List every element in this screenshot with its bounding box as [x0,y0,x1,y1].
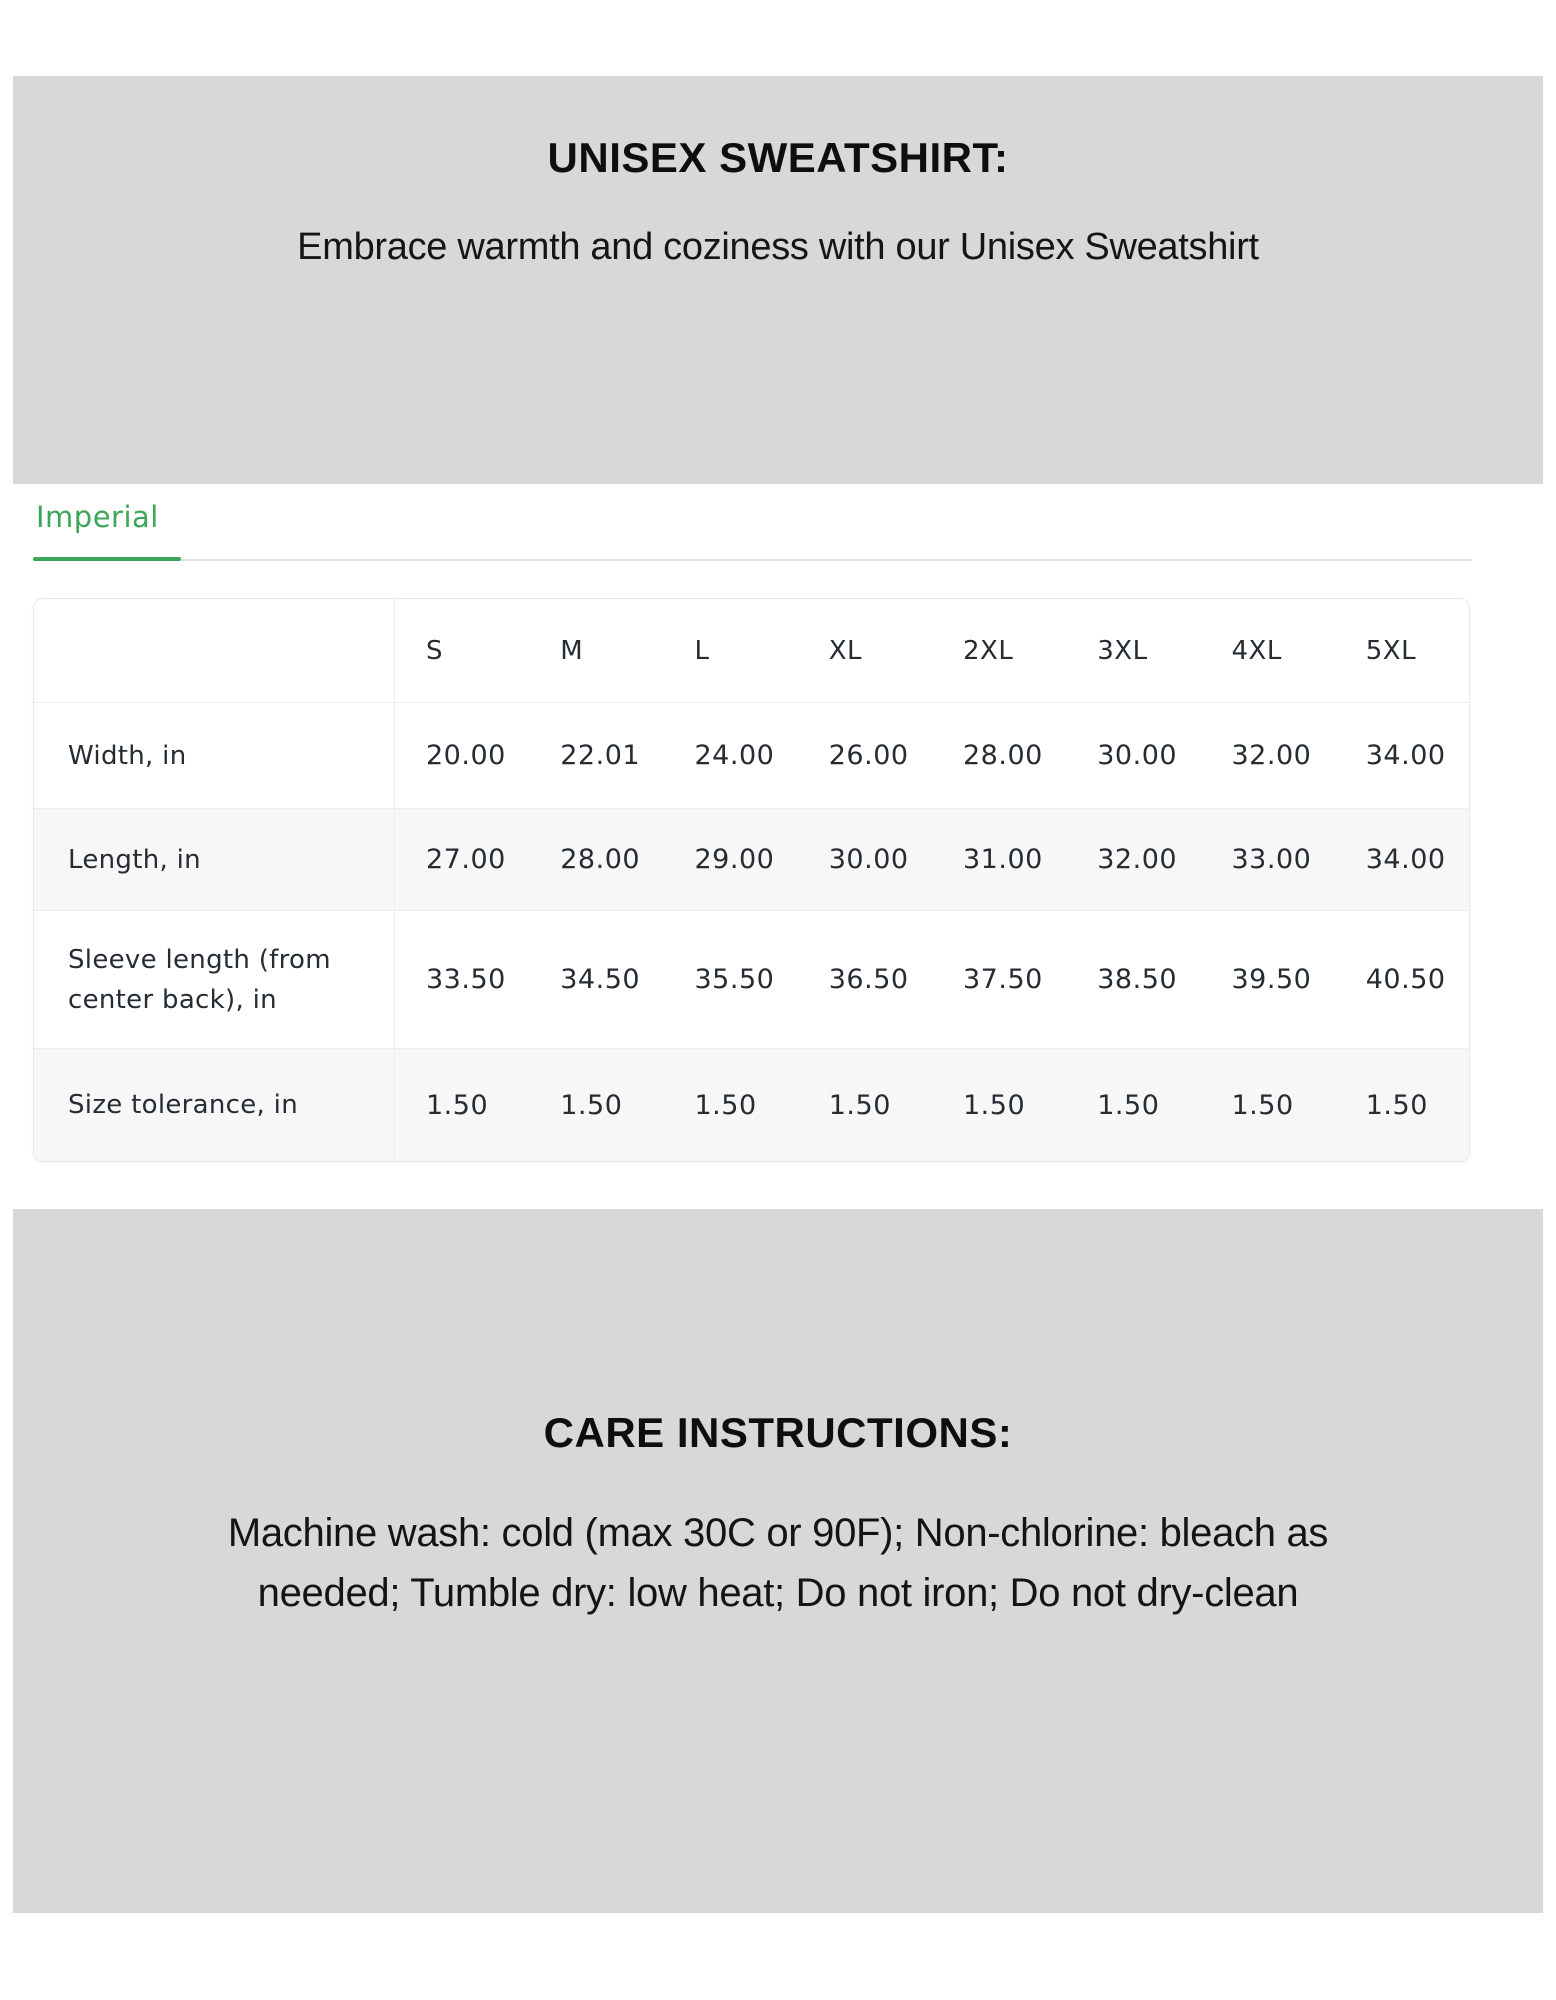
cell-value: 1.50 [1231,1089,1294,1121]
care-title: CARE INSTRUCTIONS: [543,1409,1013,1456]
cell-value: 33.50 [426,964,506,995]
row-label: Size tolerance, in [34,1049,395,1161]
table-row [34,702,1469,808]
cell-value: 30.00 [1097,740,1178,771]
cell-value: 32.00 [1231,740,1312,771]
corner-cell [34,599,395,702]
table-row [34,808,1469,910]
tab-imperial-active-underline [33,557,181,561]
tab-imperial[interactable]: Imperial [36,500,159,534]
cell-value: 39.50 [1231,964,1312,995]
column-header: 4XL [1231,635,1282,666]
row-label: Width, in [34,703,395,808]
cell-value: 29.00 [694,844,775,875]
column-header: 5XL [1365,635,1417,666]
cell-value: 27.00 [426,844,506,875]
column-header: M [560,635,584,666]
product-subtitle: Embrace warmth and coziness with our Unisex Sweatshirt [297,226,1259,268]
cell-value: 33.00 [1231,844,1312,875]
care-instructions [13,1503,1543,1623]
column-header: XL [828,635,863,666]
cell-value: 35.50 [694,964,775,995]
row-label: Sleeve length (from center back), in [34,911,395,1048]
product-title: UNISEX SWEATSHIRT: [547,134,1009,181]
cell-value: 37.50 [963,964,1043,995]
cell-value: 1.50 [694,1089,757,1121]
cell-value: 38.50 [1097,964,1178,995]
cell-value: 22.01 [560,740,641,771]
cell-value: 32.00 [1097,844,1178,875]
tabs-divider [33,559,1472,561]
cell-value: 30.00 [828,844,909,875]
column-header: S [426,635,444,666]
care-text-line: needed; Tumble dry: low heat; Do not iron; Do not dry-clean [257,1571,1299,1615]
cell-value: 34.00 [1365,740,1446,771]
column-header: 2XL [963,635,1014,666]
intro-section [13,76,1543,484]
table-header-row [34,599,1469,702]
table-row [34,910,1469,1048]
size-chart-table [33,598,1470,1162]
column-header: L [694,635,710,666]
cell-value: 31.00 [963,844,1043,875]
cell-value: 28.00 [963,740,1043,771]
cell-value: 26.00 [828,740,909,771]
cell-value: 36.50 [828,964,909,995]
cell-value: 34.50 [560,964,641,995]
cell-value: 24.00 [694,740,775,771]
cell-value: 40.50 [1365,964,1446,995]
table-row [34,1048,1469,1161]
cell-value: 1.50 [828,1089,891,1121]
care-section [13,1209,1543,1913]
cell-value: 1.50 [1365,1089,1428,1121]
cell-value: 20.00 [426,740,506,771]
cell-value: 1.50 [963,1089,1026,1121]
care-text-line: Machine wash: cold (max 30C or 90F); Non-chlorine: bleach as [227,1511,1329,1555]
cell-value: 28.00 [560,844,641,875]
cell-value: 1.50 [426,1089,489,1121]
cell-value: 1.50 [1097,1089,1160,1121]
row-label: Length, in [34,809,395,910]
cell-value: 1.50 [560,1089,623,1121]
cell-value: 34.00 [1365,844,1446,875]
column-header: 3XL [1097,635,1148,666]
